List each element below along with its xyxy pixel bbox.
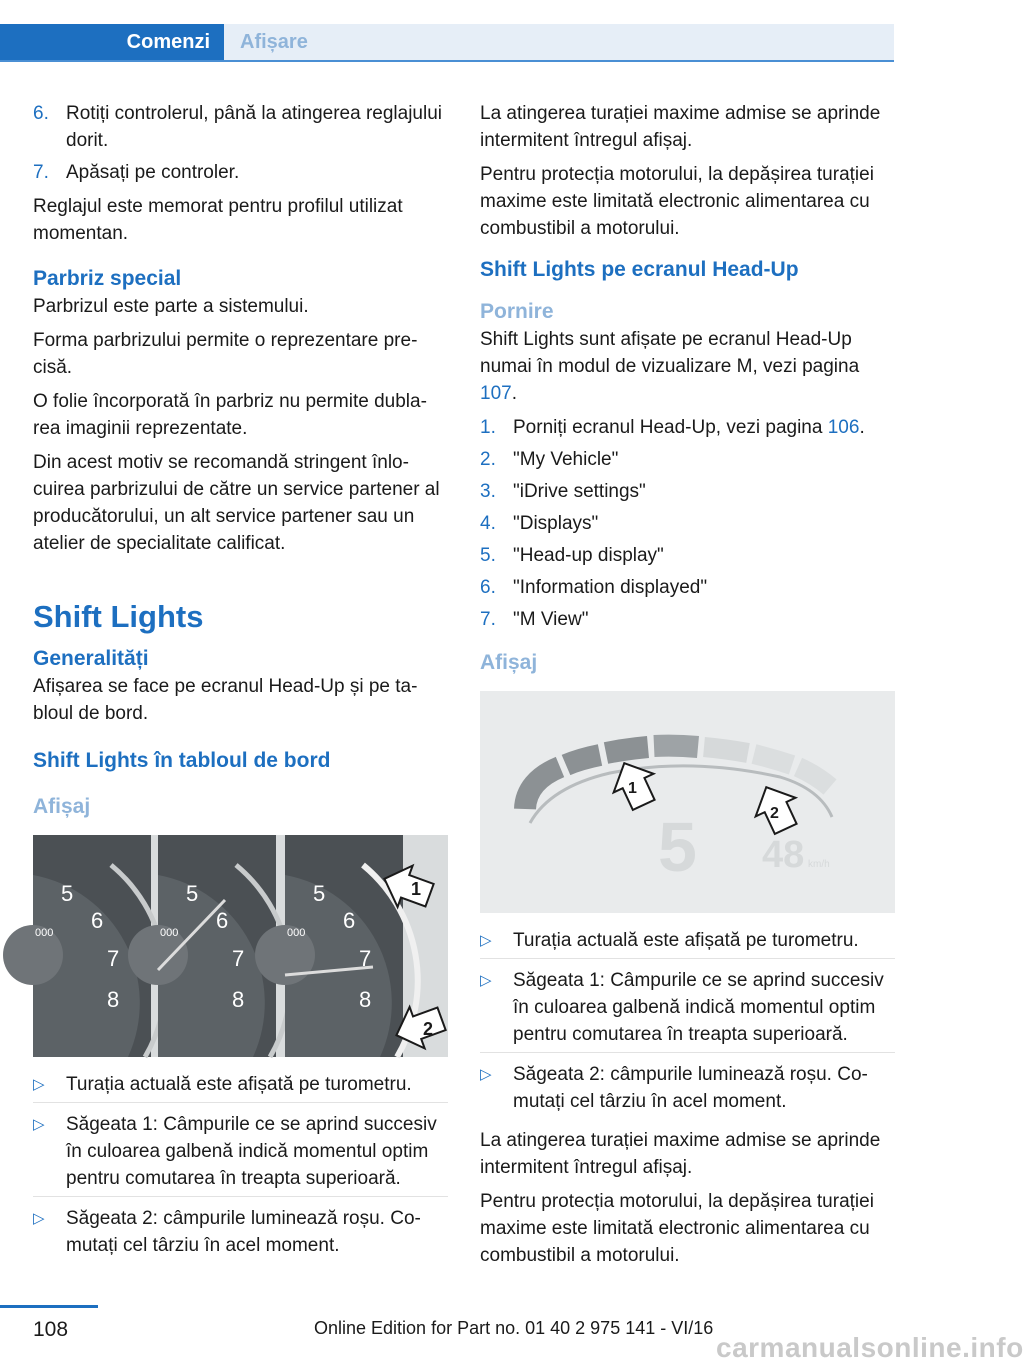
svg-text:6: 6 <box>216 908 229 933</box>
step-list-right <box>480 414 895 633</box>
svg-text:5: 5 <box>313 881 326 906</box>
list-item <box>33 1205 448 1263</box>
tachometer-illustration <box>33 835 448 1057</box>
paragraph: Din acest motiv se recomandă stringent înlocuirea parbrizului de către un service partener al producătorului, un alt service partener sau un atelier de specialitate calificat. <box>33 452 440 554</box>
right-column <box>480 100 895 1276</box>
paragraph: Pentru protecția motorului, la depășirea turației maxime este limitată electronic alimentarea cu combustibil a motorului. <box>480 164 874 239</box>
svg-text:5: 5 <box>658 808 697 886</box>
bullet-text: Săgeata 1: Câmpurile ce se aprind succesiv în culoarea galbenă indică momentul optim pentru comutarea în treapta superioară. <box>66 1114 437 1189</box>
svg-text:6: 6 <box>91 908 104 933</box>
step-number: 4. <box>480 513 496 534</box>
step-number: 2. <box>480 449 496 470</box>
paragraph: O folie încorporată în parbriz nu permite dublarea imaginii reprezentate. <box>33 391 427 439</box>
triangle-bullet-icon: ▷ <box>33 1076 45 1093</box>
list-item <box>480 414 895 441</box>
bullet-text: Săgeata 1: Câmpurile ce se aprind succesiv în culoarea galbenă indică momentul optim pentru comutarea în treapta superioară. <box>513 970 884 1045</box>
step-number: 7. <box>33 162 49 183</box>
step-text: "Information displayed" <box>513 577 708 598</box>
step-number: 6. <box>480 577 496 598</box>
step-number: 7. <box>480 609 496 630</box>
tab-afisare-label: Afișare <box>240 30 308 53</box>
tachometer-figure <box>33 835 448 1057</box>
step-text <box>513 414 865 441</box>
svg-text:000: 000 <box>35 927 54 939</box>
list-item <box>480 927 895 959</box>
left-column <box>33 100 448 1271</box>
tab-bar <box>0 24 894 62</box>
list-item <box>33 1111 448 1197</box>
svg-text:000: 000 <box>160 927 179 939</box>
step-list-left <box>33 100 448 186</box>
heading-head-up: Shift Lights pe ecranul Head-Up <box>480 258 799 281</box>
step-text-end: . <box>859 417 865 438</box>
paragraph: Parbrizul este parte a sistemului. <box>33 296 309 317</box>
list-item <box>480 1061 895 1119</box>
page-number-rule <box>0 1305 98 1308</box>
head-up-figure <box>480 691 895 913</box>
svg-text:6: 6 <box>343 908 356 933</box>
paragraph-saved: Reglajul este memorat pentru profilul utilizat momentan. <box>33 196 403 244</box>
step-number: 5. <box>480 545 496 566</box>
step-number: 1. <box>480 417 496 438</box>
paragraph: La atingerea turației maxime admise se aprinde intermitent întregul afișaj. <box>480 1130 881 1178</box>
bullet-text: Săgeata 2: câmpurile luminează roșu. Comutați cel târziu în acel moment. <box>513 1064 868 1112</box>
heading-generalitati: Generalități <box>33 647 149 670</box>
paragraph-pornire <box>480 326 895 407</box>
watermark: carmanualsonline.info <box>716 1332 1024 1363</box>
list-item <box>480 542 895 569</box>
step-text: Rotiți controlerul, până la atingerea reglajului dorit. <box>66 103 443 151</box>
list-item <box>33 1071 448 1103</box>
tab-comenzi-label: Comenzi <box>126 30 210 53</box>
pornire-text: Shift Lights sunt afișate pe ecranul Head-Up numai în modul de vizualizare M, vezi pagina <box>480 329 860 377</box>
svg-text:7: 7 <box>359 946 372 971</box>
list-item <box>480 510 895 537</box>
paragraph: Afișarea se face pe ecranul Head-Up și pe tabloul de bord. <box>33 676 418 724</box>
paragraph: Forma parbrizului permite o reprezentare precisă. <box>33 330 418 378</box>
step-text-main: Porniți ecranul Head-Up, vezi pagina <box>513 417 828 438</box>
step-text: "Head-up display" <box>513 545 664 566</box>
step-number: 3. <box>480 481 496 502</box>
heading-pornire: Pornire <box>480 300 554 323</box>
tab-afisare[interactable] <box>224 24 894 60</box>
head-up-illustration <box>480 691 895 913</box>
bullet-text: Turația actuală este afișată pe turometru. <box>513 930 859 951</box>
paragraph: Pentru protecția motorului, la depășirea turației maxime este limitată electronic alimentarea cu combustibil a motorului. <box>480 1191 874 1266</box>
step-text: "M View" <box>513 609 589 630</box>
svg-text:km/h: km/h <box>808 859 830 870</box>
step-text: Apăsați pe controler. <box>66 162 240 183</box>
step-text: "Displays" <box>513 513 599 534</box>
svg-text:8: 8 <box>232 987 245 1012</box>
svg-text:8: 8 <box>359 987 372 1012</box>
heading-dashboard: Shift Lights în tabloul de bord <box>33 749 331 772</box>
svg-text:48: 48 <box>762 834 805 876</box>
step-text: "iDrive settings" <box>513 481 646 502</box>
page-link-106[interactable]: 106 <box>827 417 860 438</box>
paragraph: La atingerea turației maxime admise se aprinde intermitent întregul afișaj. <box>480 103 881 151</box>
svg-text:5: 5 <box>61 881 74 906</box>
heading-parbriz-special: Parbriz special <box>33 267 182 290</box>
triangle-bullet-icon: ▷ <box>480 932 492 949</box>
page-number: 108 <box>33 1318 69 1341</box>
triangle-bullet-icon: ▷ <box>480 1066 492 1083</box>
svg-text:2: 2 <box>770 805 779 822</box>
step-number: 6. <box>33 103 49 124</box>
list-item <box>480 478 895 505</box>
list-item <box>33 100 448 154</box>
svg-text:1: 1 <box>628 780 637 797</box>
bullet-text: Săgeata 2: câmpurile luminează roșu. Comutați cel târziu în acel moment. <box>66 1208 421 1256</box>
pornire-end: . <box>511 383 517 404</box>
tab-underline <box>0 60 894 62</box>
heading-afisaj-left: Afișaj <box>33 795 91 818</box>
svg-text:7: 7 <box>232 946 245 971</box>
step-text: "My Vehicle" <box>513 449 619 470</box>
svg-text:1: 1 <box>411 879 422 899</box>
bullet-list-left <box>33 1071 448 1263</box>
triangle-bullet-icon: ▷ <box>33 1210 45 1227</box>
list-item <box>33 159 448 186</box>
svg-text:5: 5 <box>186 881 199 906</box>
list-item <box>480 446 895 473</box>
list-item <box>480 574 895 601</box>
edition-footer: Online Edition for Part no. 01 40 2 975 141 - VI/16 <box>314 1318 714 1338</box>
svg-text:8: 8 <box>107 987 120 1012</box>
triangle-bullet-icon: ▷ <box>33 1116 45 1133</box>
svg-text:000: 000 <box>287 927 306 939</box>
svg-text:7: 7 <box>107 946 120 971</box>
heading-afisaj-right: Afișaj <box>480 651 538 674</box>
heading-shift-lights: Shift Lights <box>33 599 204 634</box>
tab-comenzi[interactable] <box>0 24 224 60</box>
bullet-text: Turația actuală este afișată pe turometru. <box>66 1074 412 1095</box>
list-item <box>480 967 895 1053</box>
bullet-list-right <box>480 927 895 1119</box>
svg-text:2: 2 <box>423 1019 434 1039</box>
triangle-bullet-icon: ▷ <box>480 972 492 989</box>
list-item <box>480 606 895 633</box>
page-link-107[interactable]: 107 <box>480 383 512 404</box>
